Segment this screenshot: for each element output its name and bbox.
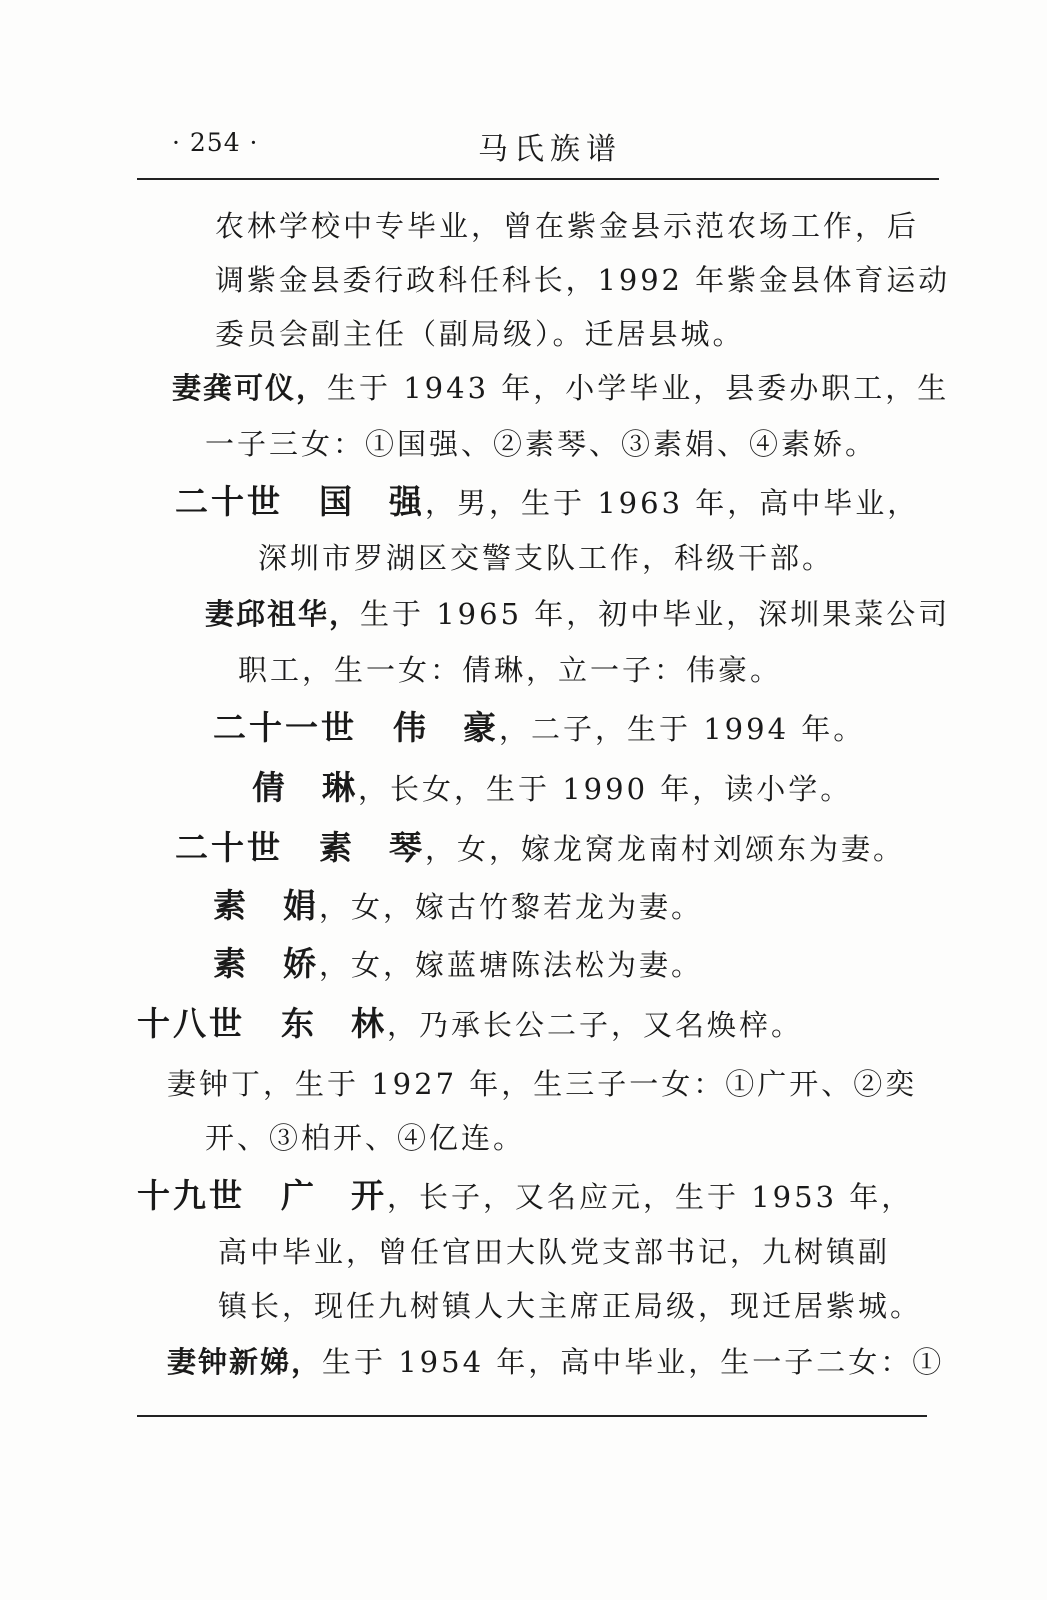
- text-line: 妻钟丁，生于 1927 年，生三子一女：①广开、②奕: [167, 1067, 918, 1101]
- person-entry: [175, 828, 905, 869]
- spouse-details: 生于 1954 年，高中毕业，生一子二女：①: [322, 1345, 945, 1379]
- person-name-char: 豪: [463, 708, 499, 747]
- spouse-entry: [205, 594, 950, 634]
- person-entry: [175, 482, 919, 523]
- spouse-name: 妻龚可仪，: [172, 371, 328, 405]
- person-name-char: 强: [389, 482, 425, 521]
- spouse-name: 妻邱祖华，: [205, 597, 361, 631]
- person-details: ，二子，生于 1994 年。: [499, 712, 866, 746]
- person-name-char: 伟: [393, 708, 429, 747]
- generation-label: 二十世: [175, 482, 283, 521]
- person-name-char: 林: [351, 1004, 387, 1043]
- person-details: ，男，生于 1963 年，高中毕业，: [425, 486, 920, 520]
- person-name-char: 开: [351, 1176, 387, 1215]
- person-name-char: 琴: [389, 828, 425, 867]
- book-title: 马氏族谱: [478, 132, 622, 167]
- text-line: 调紫金县委行政科任科长，1992 年紫金县体育运动: [215, 263, 951, 297]
- person-name-char: 广: [281, 1176, 317, 1215]
- person-name-char: 琳: [322, 768, 358, 807]
- footer-rule: [137, 1415, 927, 1417]
- spouse-entry: [172, 368, 949, 408]
- text-line: 镇长，现任九树镇人大主席正局级，现迁居紫城。: [218, 1289, 923, 1323]
- person-details: ，长子，又名应元，生于 1953 年，: [387, 1180, 914, 1214]
- text-line: 深圳市罗湖区交警支队工作，科级干部。: [258, 541, 835, 575]
- text-line: 委员会副主任（副局级）。迁居县城。: [215, 317, 745, 351]
- person-name-char: 素: [319, 828, 355, 867]
- text-line: 职工，生一女：倩琳，立一子：伟豪。: [238, 653, 783, 687]
- generation-label: 二十世: [175, 828, 283, 867]
- generation-label: 二十一世: [213, 708, 357, 747]
- person-details: ，女，嫁龙窝龙南村刘颂东为妻。: [425, 832, 906, 866]
- person-name-char: 倩: [252, 768, 288, 807]
- header-rule: [137, 178, 939, 180]
- person-entry: [213, 708, 865, 749]
- person-entry: [213, 886, 703, 927]
- person-details: ，乃承长公二子，又名焕梓。: [387, 1008, 804, 1042]
- text-line: 一子三女：①国强、②素琴、③素娟、④素娇。: [205, 427, 878, 461]
- person-entry: [137, 1004, 803, 1045]
- person-entry: [137, 1176, 913, 1217]
- text-line: 高中毕业，曾任官田大队党支部书记，九树镇副: [218, 1235, 891, 1269]
- person-name-char: 素: [213, 886, 249, 925]
- person-name-char: 娟: [283, 886, 319, 925]
- generation-label: 十九世: [137, 1176, 245, 1215]
- spouse-entry: [167, 1342, 944, 1382]
- spouse-details: 生于 1965 年，初中毕业，深圳果菜公司: [360, 597, 951, 631]
- spouse-details: 生于 1943 年，小学毕业，县委办职工，生: [327, 371, 950, 405]
- person-name-char: 素: [213, 944, 249, 983]
- person-details: ，女，嫁蓝塘陈法松为妻。: [319, 948, 704, 982]
- person-name-char: 国: [319, 482, 355, 521]
- person-details: ，女，嫁古竹黎若龙为妻。: [319, 890, 704, 924]
- page-number: · 254 ·: [172, 128, 259, 157]
- spouse-name: 妻钟新娣，: [167, 1345, 323, 1379]
- text-line: 开、③柏开、④亿连。: [205, 1121, 526, 1155]
- person-name-char: 娇: [283, 944, 319, 983]
- person-details: ，长女，生于 1990 年，读小学。: [358, 772, 853, 806]
- person-name-char: 东: [281, 1004, 317, 1043]
- generation-label: 十八世: [137, 1004, 245, 1043]
- text-line: 农林学校中专毕业，曾在紫金县示范农场工作，后: [215, 209, 920, 243]
- person-entry: [213, 944, 703, 985]
- person-entry: [252, 768, 852, 809]
